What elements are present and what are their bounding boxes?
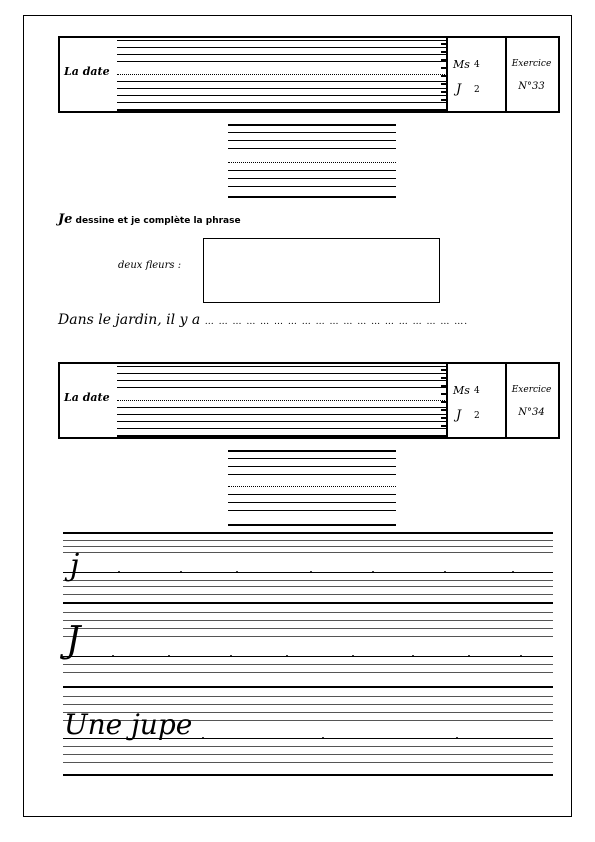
exercise-label: Exercice	[511, 59, 552, 69]
week-label: J	[456, 408, 462, 423]
exercise-number: N°33	[518, 81, 545, 92]
exercise-cell	[505, 364, 558, 437]
sentence-text: Dans le jardin, il y a	[58, 312, 205, 328]
week-number: 2	[474, 411, 480, 421]
week-number: 2	[474, 85, 480, 95]
drawing-box[interactable]	[203, 238, 440, 303]
instruction-cap: Je	[58, 212, 73, 227]
model-letter-J: J	[66, 620, 81, 661]
ruled-block-2	[228, 450, 396, 530]
model-word-une-jupe: Une jupe	[64, 708, 193, 741]
exercise-number: N°34	[518, 407, 545, 418]
model-letter-j: j	[70, 548, 80, 583]
writing-lines-j[interactable]	[63, 532, 553, 622]
instruction-body: dessine et je complète la phrase	[72, 216, 241, 226]
answer-dots[interactable]: … … … … … … … … … … … … … … … … … … ….	[204, 317, 469, 327]
drawing-label: deux fleurs :	[118, 260, 182, 271]
exercise-label: Exercice	[511, 385, 552, 395]
sentence-to-complete	[58, 312, 468, 328]
level-label: Ms	[453, 58, 470, 71]
ruled-block-1	[228, 124, 396, 204]
date-label: La date	[64, 65, 110, 78]
date-writing-lines	[117, 38, 447, 111]
header-box-exercise-34	[58, 362, 560, 439]
level-number: 4	[474, 386, 480, 396]
writing-lines-J[interactable]	[63, 620, 553, 690]
level-number: 4	[474, 60, 480, 70]
date-label: La date	[64, 391, 110, 404]
level-label: Ms	[453, 384, 470, 397]
header-box-exercise-33	[58, 36, 560, 113]
level-cell	[446, 38, 507, 111]
exercise-cell	[505, 38, 558, 111]
instruction-text	[58, 212, 241, 227]
date-writing-lines	[117, 364, 447, 437]
week-label: J	[456, 82, 462, 97]
level-cell	[446, 364, 507, 437]
